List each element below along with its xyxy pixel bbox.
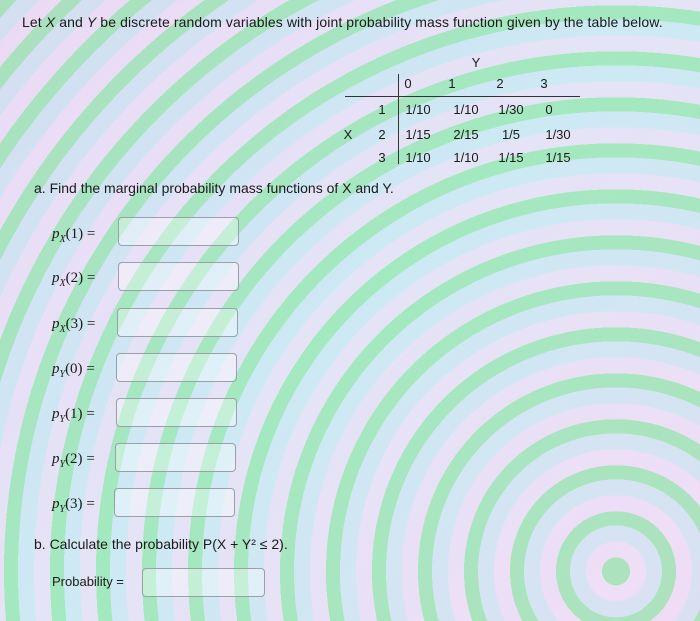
pmf-label: $p_Y(3)$ =: [52, 496, 95, 515]
pmf-label: $p_Y(0)$ =: [52, 361, 95, 380]
table-header-divider: [345, 96, 580, 97]
x-value: 2: [378, 127, 386, 142]
table-cell: 1/15: [545, 150, 571, 165]
px1-input[interactable]: [118, 217, 239, 246]
probability-label: Probability =: [52, 574, 124, 589]
probability-input[interactable]: [142, 568, 265, 597]
table-cell: 1/10: [405, 102, 431, 117]
table-cell: 1/30: [498, 102, 524, 117]
px2-input[interactable]: [118, 262, 239, 291]
pmf-label: $p_X(1)$ =: [52, 226, 96, 245]
table-cell: 1/10: [453, 150, 479, 165]
table-cell: 1/10: [405, 150, 431, 165]
pmf-label: $p_X(3)$ =: [52, 316, 96, 335]
table-cell: 2/15: [453, 127, 479, 142]
part-a-prompt: a. Find the marginal probability mass functions of X and Y.: [34, 180, 394, 196]
pmf-label: $p_Y(1)$ =: [52, 406, 95, 425]
y-value: 3: [540, 76, 548, 91]
x-value: 3: [378, 150, 386, 165]
table-cell: 1/10: [453, 102, 479, 117]
py1-input[interactable]: [116, 398, 237, 427]
py3-input[interactable]: [114, 488, 235, 517]
table-cell: 1/15: [405, 127, 431, 142]
pmf-label: $p_X(2)$ =: [52, 270, 96, 289]
table-cell: 0: [545, 102, 553, 117]
table-cell: 1/5: [501, 127, 521, 142]
table-cell: 1/30: [545, 127, 571, 142]
py0-input[interactable]: [116, 353, 237, 382]
table-cell: 1/15: [498, 150, 524, 165]
part-b-prompt: b. Calculate the probability P(X + Y² ≤ 2).: [34, 536, 288, 552]
x-variable-label: X: [343, 127, 353, 142]
y-value: 0: [404, 76, 412, 91]
px3-input[interactable]: [117, 308, 238, 337]
question-text: Let X and Y be discrete random variables with joint probability mass function given by the table below.: [22, 14, 663, 30]
y-value: 2: [496, 76, 504, 91]
py2-input[interactable]: [115, 443, 236, 472]
x-value: 1: [378, 102, 386, 117]
pmf-label: $p_Y(2)$ =: [52, 451, 95, 470]
y-variable-label: Y: [471, 55, 481, 70]
y-value: 1: [448, 76, 456, 91]
